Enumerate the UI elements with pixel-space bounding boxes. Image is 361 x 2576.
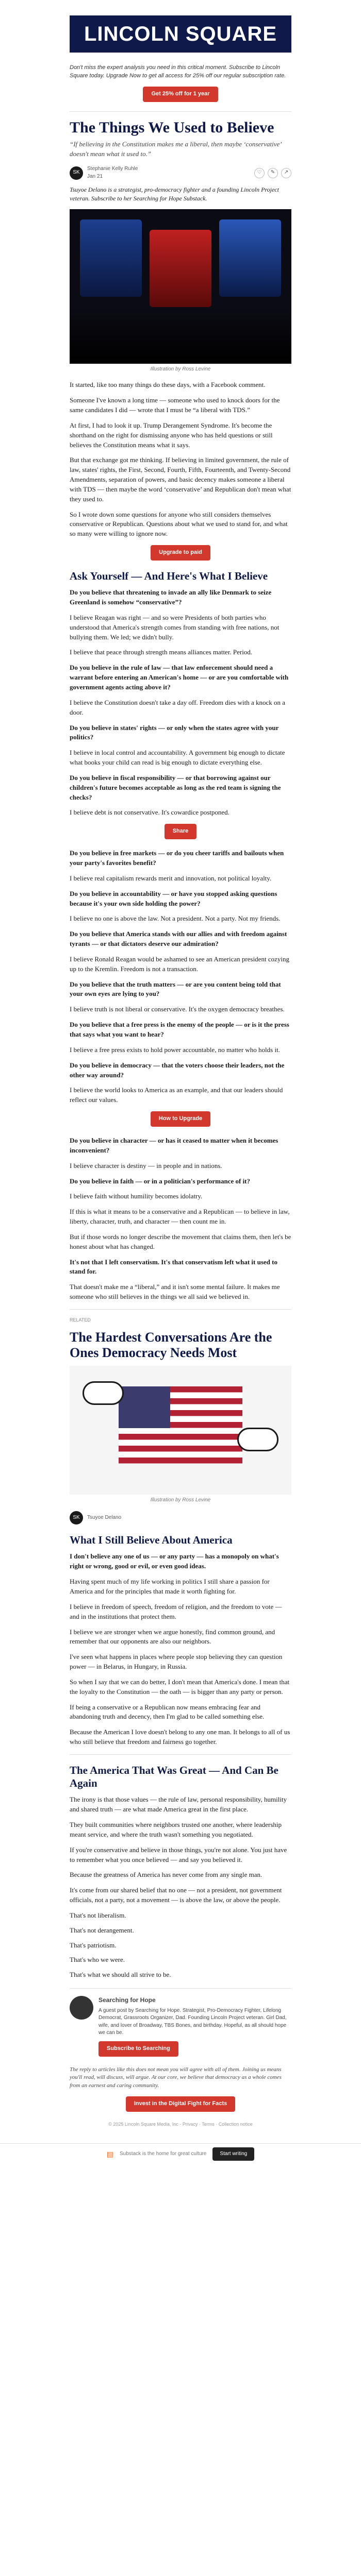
substack-icon: ▤ [106, 2149, 113, 2158]
answer: I believe the Constitution doesn't take a day off. Freedom dies with a knock on a door. [70, 698, 286, 716]
hero-screen-center [150, 230, 211, 307]
related-author[interactable]: Tsuyoe Delano [87, 1515, 122, 1521]
section-heading: What I Still Believe About America [70, 1534, 233, 1547]
question: Do you believe that the truth matters — or are you content being told that your own eyes are lying to you? [70, 980, 281, 998]
hero-screen-left [80, 219, 142, 297]
answer: I believe the world looks to America as an example, and that our leaders should reflect our values. [70, 1086, 283, 1104]
paragraph: It's come from our shared belief that no one — not a president, not government officials, not a party, not a movement — is above the law, or above the people. [70, 1886, 282, 1904]
question: Do you believe that a free press is the enemy of the people — or is it the press that says what you want to hear? [70, 1021, 289, 1038]
paragraph: So I wrote down some questions for anyone who still considers themselves conservative or Republican. Questions about what we used to stand for, and what so many were willing to ignore now. [70, 510, 288, 538]
article-subtitle: “If believing in the Constitution makes me a liberal, then maybe ‘conservative’ doesn't mean what it used to.” [70, 140, 282, 158]
flag-graphic [119, 1386, 242, 1464]
related-caption: Illustration by Ross Levine [150, 1497, 211, 1503]
paragraph: It's not that I left conservatism. It's that conservatism left what it used to stand for. [70, 1258, 277, 1276]
question: Do you believe in accountability — or have you stopped asking questions because it's your own side holding the power? [70, 889, 277, 907]
footer-bar [0, 2143, 361, 2164]
question: Do you believe in character — or has it ceased to matter when it becomes inconvenient? [70, 1137, 278, 1154]
upgrade-button[interactable]: Upgrade to paid [151, 545, 210, 561]
author-name[interactable]: Stephanie Kelly Ruhle [87, 166, 138, 172]
question: Do you believe that America stands with our allies and with freedom against tyrants — or that dictators deserve our admiration? [70, 930, 287, 948]
paragraph: It started, like too many things do these days, with a Facebook comment. [70, 381, 266, 389]
end-note: The reply to articles like this does not mean you will agree with all of them. Joining us means you'll read, will discuss, will argue. At our core, we believe that democracy as a whole comes from an earnest and caring community. [70, 2066, 282, 2089]
paragraph: If being a conservative or a Republican now means embracing fear and abandoning truth and decency, then I'm glad to be called something else. [70, 1703, 265, 1721]
hero-screen-right [219, 219, 281, 297]
paragraph: Because the American I love doesn't belong to any one man. It belongs to all of us who still believe that freedom and fairness go together. [70, 1728, 290, 1746]
answer: I believe that peace through strength means alliances matter. Period. [70, 648, 253, 656]
share-icon[interactable]: ↗ [281, 168, 291, 178]
question: Do you believe in fiscal responsibility — or that borrowing against our children's future becomes acceptable as long as the red team is signing the checks? [70, 773, 281, 801]
closing-line: That's patriotism. [70, 1941, 117, 1949]
answer: I believe debt is not conservative. It's cowardice postponed. [70, 808, 229, 817]
speech-bubble-right [237, 1428, 278, 1451]
closing-line: That's what we should all strive to be. [70, 1971, 171, 1979]
closing-line: That's who we were. [70, 1956, 125, 1964]
question: Do you believe in the rule of law — that law enforcement should need a warrant before entering an American's home — or are you comfortable with government agents acting above it? [70, 664, 289, 691]
paragraph: If this is what it means to be a conservative and a Republican — to believe in law, liberty, character, truth, and character — then count me in. [70, 1208, 290, 1226]
answer: I believe Reagan was right — and so were Presidents of both parties who understood that America's strength comes from standing with free nations, not bullying them. We led; we didn't bully. [70, 613, 280, 641]
discount-button[interactable]: Get 25% off for 1 year [143, 87, 218, 102]
paragraph: I've seen what happens in places where people stop believing they can question power — in Belarus, in Hungary, in Russia. [70, 1653, 283, 1671]
speech-bubble-left [83, 1381, 124, 1405]
masthead-logo[interactable] [70, 15, 291, 53]
intro-text: Don't miss the expert analysis you need in this critical moment. Subscribe to Lincoln Square today. Upgrade Now to get all access for 25% off our regular subscription rate. [70, 64, 286, 79]
author-card [70, 1988, 291, 2056]
paragraph: I don't believe any one of us — or any party — has a monopoly on what's right or wrong, good or evil, or even good ideas. [70, 1552, 279, 1570]
flag-image [70, 1366, 291, 1495]
byline [70, 165, 291, 180]
author-avatar[interactable]: SK [70, 166, 83, 180]
copyright: © 2025 Lincoln Square Media, Inc · Privacy · Terms · Collection notice [108, 2122, 253, 2127]
subscribe-author-button[interactable]: Subscribe to Searching [99, 2041, 178, 2057]
masthead-title: LINCOLN SQUARE [84, 23, 277, 45]
paragraph: But if those words no longer describe the movement that claims them, then let's be honest about what has changed. [70, 1232, 291, 1250]
question: Do you believe in faith — or in a politician's performance of it? [70, 1177, 251, 1185]
paragraph: Someone I've known a long time — someone who used to knock doors for the same candidates I did — wrote that I must be “a liberal with TDS.” [70, 396, 280, 414]
divider [70, 1309, 291, 1310]
paragraph: So when I say that we can do better, I don't mean that America's done. I mean that the loyalty to the Constitution — the oath — is bigger than any party or person. [70, 1677, 290, 1696]
like-icon[interactable]: ♡ [254, 168, 265, 178]
related-title[interactable]: The Hardest Conversations Are the Ones Democracy Needs Most [70, 1330, 272, 1360]
divider [70, 111, 291, 112]
related-byline [70, 1511, 291, 1524]
closing-line: That's not liberalism. [70, 1911, 126, 1919]
answer: I believe real capitalism rewards merit and innovation, not political loyalty. [70, 874, 272, 882]
author-card-name[interactable]: Searching for Hope [99, 1996, 156, 2004]
article-title: The Things We Used to Believe [70, 118, 274, 136]
how-to-upgrade-button[interactable]: How to Upgrade [151, 1111, 210, 1127]
paragraph: Having spent much of my life working in politics I still share a passion for America and for the principles that made it worth fighting for. [70, 1578, 270, 1596]
comment-icon[interactable]: ✎ [268, 168, 278, 178]
footer-brand: Substack is the home for great culture [120, 2150, 207, 2157]
hero-caption: Illustration by Ross Levine [150, 366, 211, 372]
paragraph: I believe in freedom of speech, freedom of religion, and the freedom to vote — and in the institutions that protect them. [70, 1602, 282, 1620]
answer: I believe in local control and accountability. A government big enough to dictate what books your child can read is big enough to dictate everything else. [70, 749, 285, 767]
start-writing-button[interactable]: Start writing [212, 2147, 254, 2161]
answer: I believe truth is not liberal or conservative. It's the oxygen democracy breathes. [70, 1005, 285, 1013]
related-label: RELATED [70, 1317, 91, 1323]
hero-image [70, 209, 291, 364]
paragraph: I believe we are stronger when we argue honestly, find common ground, and remember that our opponents are also our neighbors. [70, 1628, 275, 1646]
paragraph: If you're conservative and believe in those things, you're not alone. You just have to remember what you once believed — and say you believed it. [70, 1845, 287, 1863]
author-avatar[interactable]: SK [70, 1511, 83, 1524]
answer: I believe a free press exists to hold power accountable, no matter who holds it. [70, 1045, 280, 1054]
publish-date: Jan 21 [87, 173, 103, 179]
paragraph: But that exchange got me thinking. If believing in limited government, the rule of law, states' rights, the First, Second, Fourth, Fifth, Fourteenth, and Twenty-Second Amendments, separation of powers, and basic decency makes someone a liberal with TDS — then maybe the word ‘conservative’ and Republican don't mean what they used to. [70, 456, 291, 503]
answer: I believe Ronald Reagan would be ashamed to see an American president cozying up to the Kremlin. Freedom is not a transaction. [70, 955, 289, 973]
section-heading: The America That Was Great — And Can Be Again [70, 1764, 278, 1790]
question: Do you believe in democracy — that the voters choose their leaders, not the other way around? [70, 1061, 285, 1079]
share-button[interactable]: Share [165, 824, 197, 839]
paragraph: Because the greatness of America has never come from any single man. [70, 1871, 262, 1879]
question: Do you believe in free markets — or do you cheer tariffs and bailouts when your party's favorites benefit? [70, 849, 284, 867]
paragraph: They built communities where neighbors trusted one another, where leadership meant service, and where the truth wasn't something you negotiated. [70, 1821, 282, 1838]
divider [70, 1754, 291, 1755]
question: Do you believe that threatening to invade an ally like Denmark to seize Greenland is somehow “conservative”? [70, 588, 272, 606]
paragraph: At first, I had to look it up. Trump Derangement Syndrome. It's become the shorthand on the right for dismissing anyone who has held questions or still believes the Constitution means what it says. [70, 421, 273, 449]
answer: I believe character is destiny — in people and in nations. [70, 1161, 222, 1170]
author-card-bio: A guest post by Searching for Hope. Strategist, Pro-Democracy Fighter, Lifelong Democrat, Grassroots Organizer, Dad. Founding Lincoln Project veteran. Girl Dad, wife, and lover of Broadway, TBS Bones, and birthday. Hopeful, as all should hope we can be. [99, 2007, 287, 2036]
invest-button[interactable]: Invest in the Digital Fight for Facts [126, 2096, 235, 2112]
answer: I believe faith without humility becomes idolatry. [70, 1192, 203, 1200]
section-heading: Ask Yourself — And Here's What I Believe [70, 570, 268, 583]
question: Do you believe in states' rights — or only when the states agree with your politics? [70, 723, 279, 741]
author-card-avatar[interactable] [70, 1996, 93, 2020]
disclaimer-text: Tsuyoe Delano is a strategist, pro-democracy fighter and a founding Lincoln Project veteran. Subscribe to her Searching for Hope Substack. [70, 186, 279, 202]
paragraph: The irony is that those values — the rule of law, personal responsibility, humility and shared truth — are what made America great in the first place. [70, 1795, 287, 1814]
hero-shadow [70, 307, 291, 364]
answer: I believe no one is above the law. Not a president. Not a party. Not my friends. [70, 914, 281, 923]
closing-line: That's not derangement. [70, 1926, 134, 1934]
paragraph: That doesn't make me a “liberal,” and it isn't some mental failure. It makes me someone who still believes in the things we all said we believed in. [70, 1283, 280, 1301]
